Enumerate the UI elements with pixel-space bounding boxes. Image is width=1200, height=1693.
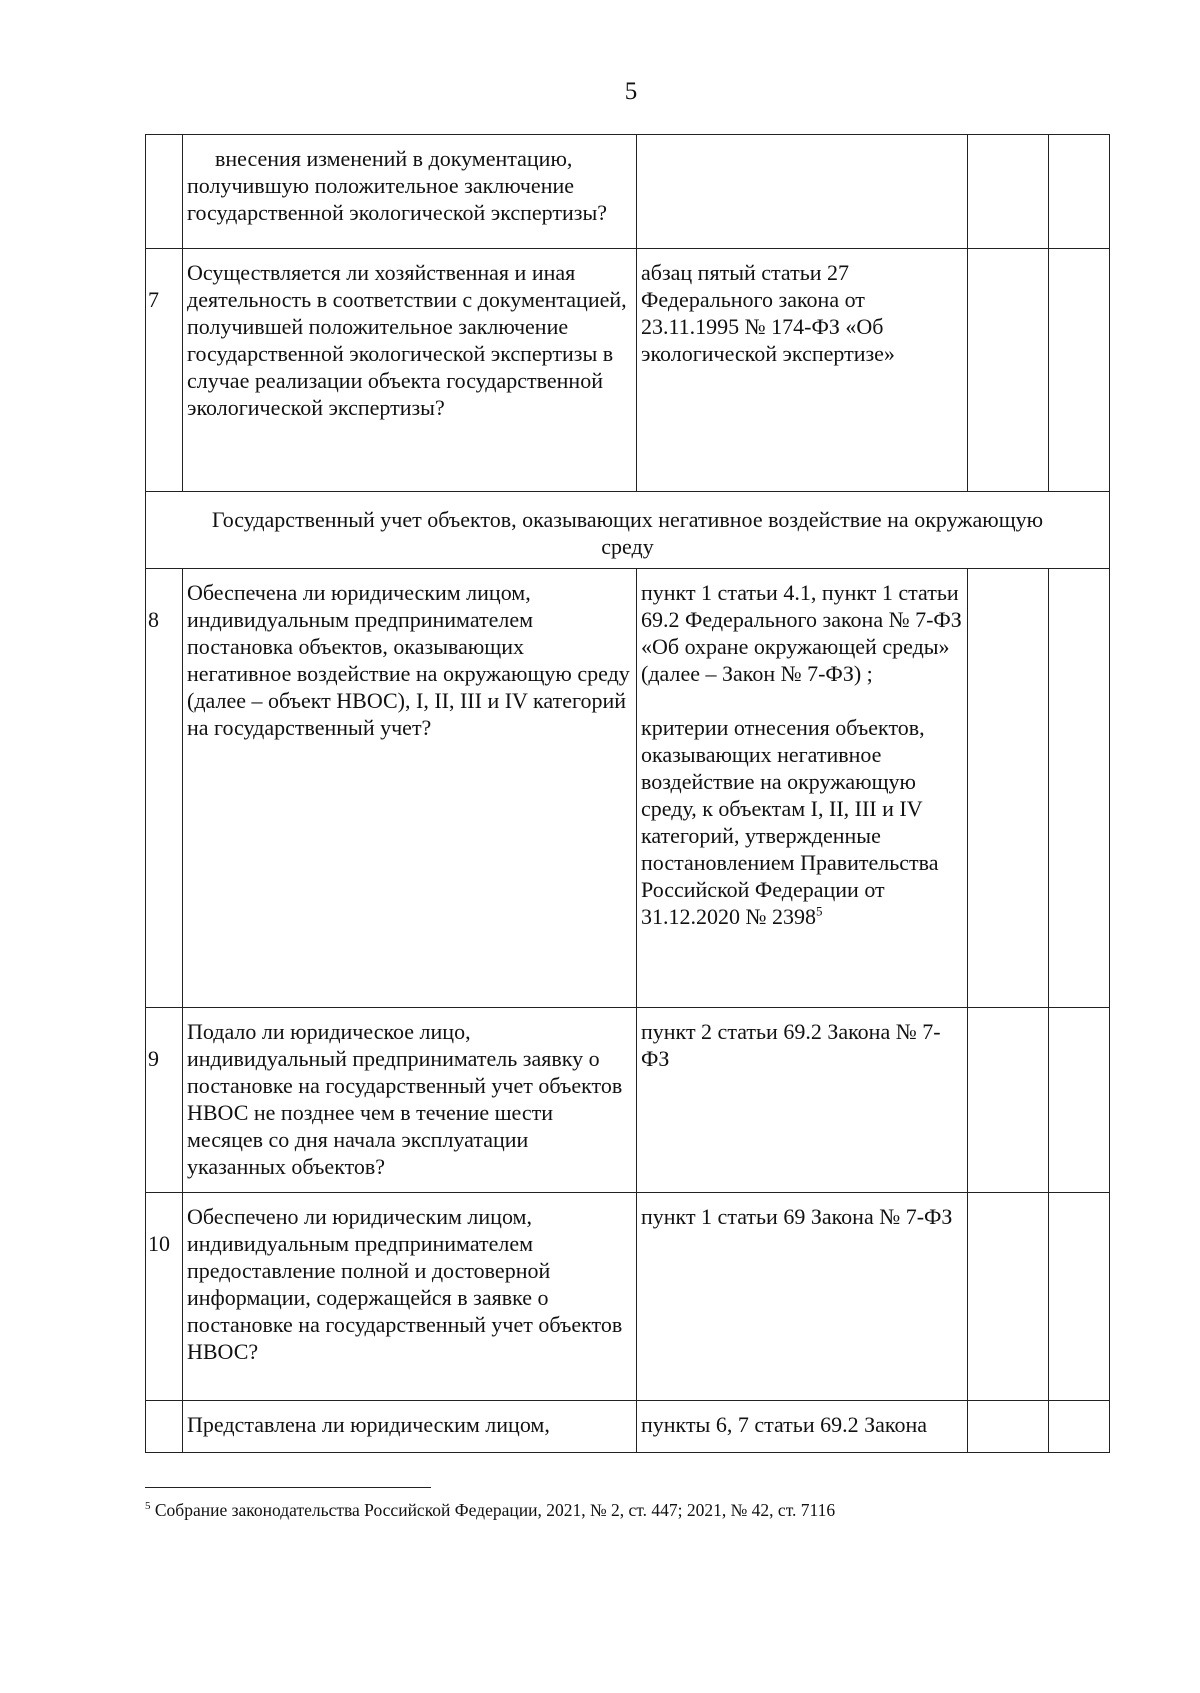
page-number: 5 xyxy=(624,78,638,105)
footnote-marker: 5 xyxy=(816,903,823,919)
row-number xyxy=(146,135,183,249)
reference-text: пункт 1 статьи 4.1, пункт 1 статьи 69.2 Федерального закона № 7-ФЗ «Об охране окружающей среды» (далее – Закон № 7-ФЗ) ; xyxy=(641,580,962,686)
table-row xyxy=(146,249,1110,492)
reference-cell: пункт 2 статьи 69.2 Закона № 7-ФЗ xyxy=(637,1008,968,1193)
question-cell: Подало ли юридическое лицо, индивидуальный предприниматель заявку о постановке на государственный учет объектов НВОС не позднее чем в течение шести месяцев со дня начала эксплуатации указанных объектов? xyxy=(183,1008,637,1193)
answer-cell xyxy=(968,569,1049,1008)
row-number: 7 xyxy=(146,249,183,492)
question-cell: Обеспечено ли юридическим лицом, индивидуальным предпринимателем предоставление полной и достоверной информации, содержащейся в заявке о постановке на государственный учет объектов НВОС? xyxy=(183,1193,637,1401)
table-row xyxy=(146,1008,1110,1193)
section-row xyxy=(146,492,1110,569)
question-cell: Представлена ли юридическим лицом, xyxy=(183,1401,637,1453)
footnote-divider xyxy=(145,1487,431,1488)
reference-text-2: критерии отнесения объектов, оказывающих негативное воздействие на окружающую среду, к объектам I, II, III и IV категорий, утвержденные постановлением Правительства Российской Федерации от 31.12.2020 № 2398 xyxy=(641,715,939,929)
table-row xyxy=(146,1401,1110,1453)
note-cell xyxy=(1049,1008,1110,1193)
question-cell: Обеспечена ли юридическим лицом, индивидуальным предпринимателем постановка объектов, оказывающих негативное воздействие на окружающую среду (далее – объект НВОС), I, II, III и IV категорий на государственный учет? xyxy=(183,569,637,1008)
reference-cell: пункты 6, 7 статьи 69.2 Закона xyxy=(637,1401,968,1453)
row-number: 9 xyxy=(146,1008,183,1193)
question-cell: Осуществляется ли хозяйственная и иная деятельность в соответствии с документацией, получившей положительное заключение государственной экологической экспертизы в случае реализации объекта государственной экологической экспертизы? xyxy=(183,249,637,492)
checklist-table xyxy=(145,134,1110,1453)
footnote-number: 5 xyxy=(145,1500,151,1513)
section-heading: Государственный учет объектов, оказывающих негативное воздействие на окружающую среду xyxy=(146,492,1110,569)
row-number xyxy=(146,1401,183,1453)
table-row xyxy=(146,569,1110,1008)
row-number: 10 xyxy=(146,1193,183,1401)
answer-cell xyxy=(968,1008,1049,1193)
answer-cell xyxy=(968,249,1049,492)
note-cell xyxy=(1049,569,1110,1008)
note-cell xyxy=(1049,1401,1110,1453)
reference-cell: абзац пятый статьи 27 Федерального закона от 23.11.1995 № 174-ФЗ «Об экологической экспертизе» xyxy=(637,249,968,492)
answer-cell xyxy=(968,1401,1049,1453)
table-row xyxy=(146,135,1110,249)
footnote xyxy=(145,1500,835,1521)
note-cell xyxy=(1049,249,1110,492)
question-cell: внесения изменений в документацию, получившую положительное заключение государственной экологической экспертизы? xyxy=(183,135,637,249)
table-row xyxy=(146,1193,1110,1401)
answer-cell xyxy=(968,135,1049,249)
footnote-text: Собрание законодательства Российской Федерации, 2021, № 2, ст. 447; 2021, № 42, ст. 7116 xyxy=(154,1500,836,1520)
note-cell xyxy=(1049,1193,1110,1401)
reference-cell xyxy=(637,569,968,1008)
row-number: 8 xyxy=(146,569,183,1008)
reference-cell: пункт 1 статьи 69 Закона № 7-ФЗ xyxy=(637,1193,968,1401)
reference-cell xyxy=(637,135,968,249)
note-cell xyxy=(1049,135,1110,249)
answer-cell xyxy=(968,1193,1049,1401)
